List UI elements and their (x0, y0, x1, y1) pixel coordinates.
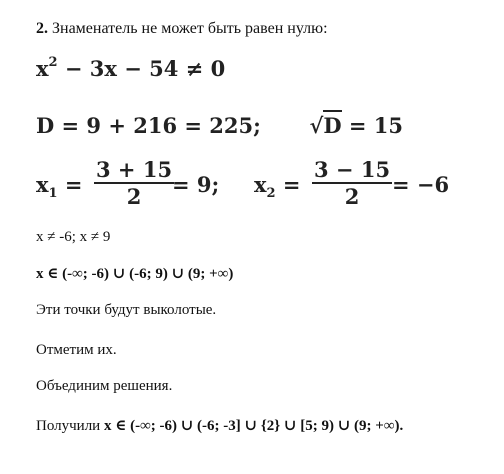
mark-points-line: Отметим их. (36, 342, 117, 358)
domain-line: x ∈ (-∞; -6) ∪ (-6; 9) ∪ (9; +∞) (36, 266, 234, 282)
root1-result: = 9; (172, 172, 220, 197)
eq1-exponent: 2 (48, 55, 58, 70)
root1-equals: = (57, 172, 83, 197)
quadratic-condition (36, 56, 225, 81)
discriminant-line (36, 110, 403, 138)
step-heading (36, 20, 328, 38)
eq1-variable: x (36, 56, 49, 81)
final-answer-line (36, 416, 403, 435)
root2-numerator: 3 − 15 (314, 157, 391, 182)
restriction-line: x ≠ -6; x ≠ 9 (36, 229, 111, 245)
root2-fraction (312, 158, 392, 210)
root2-variable: x (254, 172, 267, 197)
eq1-rest: − 3x − 54 ≠ 0 (57, 56, 226, 81)
root1-subscript: 1 (48, 186, 58, 202)
sqrt-sign: √ (309, 113, 324, 138)
root1-denominator: 2 (126, 184, 142, 209)
root2-denominator: 2 (344, 184, 360, 209)
combine-line: Объединим решения. (36, 378, 173, 394)
roots-line (36, 158, 486, 212)
step-heading-text: Знаменатель не может быть равен нулю: (48, 20, 328, 37)
discriminant-expression: D = 9 + 216 = 225; (36, 113, 261, 138)
root1-fraction (94, 158, 174, 210)
final-answer-prefix: Получили (36, 418, 104, 434)
sqrt-result: = 15 (341, 113, 404, 138)
sqrt-discriminant (310, 110, 342, 138)
punctured-points-line: Эти точки будут выколотые. (36, 302, 217, 318)
step-number: 2. (36, 20, 48, 37)
sqrt-argument: D (323, 110, 341, 138)
root2-label (254, 172, 301, 201)
root2-subscript: 2 (266, 186, 276, 202)
final-answer-value: x ∈ (-∞; -6) ∪ (-6; -3] ∪ {2} ∪ [5; 9) ∪ (9; +∞). (103, 418, 404, 434)
root1-variable: x (36, 172, 49, 197)
root1-numerator: 3 + 15 (96, 157, 173, 182)
root2-equals: = (275, 172, 301, 197)
root1-label (36, 172, 83, 201)
root2-result: = −6 (392, 172, 450, 197)
